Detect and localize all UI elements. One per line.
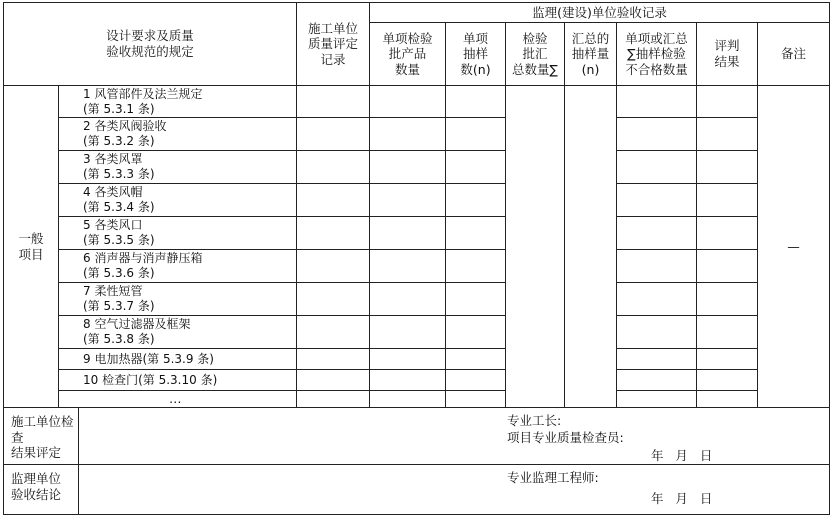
item-row-ellipsis [59, 391, 297, 408]
design-req-line1: 设计要求及质量 [106, 28, 194, 44]
item-6-clause: (第 5.3.6 条) [83, 266, 155, 280]
col-nonconforming-l2: ∑抽样检验 [627, 46, 686, 62]
cell-batch-qty-1[interactable] [370, 86, 446, 118]
cell-nonconforming-7[interactable] [617, 283, 697, 316]
cell-contractor-8[interactable] [297, 316, 370, 349]
cell-nonconforming-3[interactable] [617, 151, 697, 184]
item-6-title: 6 消声器与消声静压箱 [83, 251, 203, 265]
col-batch-quantity-l1: 单项检验 [382, 30, 433, 46]
item-row-5 [59, 217, 297, 250]
cell-contractor-11[interactable] [297, 391, 370, 408]
cell-batch-qty-10[interactable] [370, 370, 446, 391]
col-sample-count-l3: 数(n) [460, 61, 491, 77]
cell-nonconforming-9[interactable] [617, 349, 697, 370]
item-4-clause: (第 5.3.4 条) [83, 200, 155, 214]
col-batch-quantity-header [370, 23, 446, 86]
cell-nonconforming-10[interactable] [617, 370, 697, 391]
contractor-check-l2: 结果评定 [11, 445, 62, 461]
cell-sample-4[interactable] [446, 184, 506, 217]
col-batch-total-l3: 总数量∑ [512, 61, 558, 77]
cell-nonconforming-2[interactable] [617, 118, 697, 151]
design-requirement-header [4, 3, 297, 86]
cell-result-9[interactable] [697, 349, 758, 370]
cell-batch-qty-5[interactable] [370, 217, 446, 250]
inspection-form-table [3, 2, 830, 515]
general-items-l1: 一般 [18, 230, 44, 246]
item-2-title: 2 各类风阀验收 [83, 119, 167, 133]
cell-remarks [758, 86, 830, 408]
item-7-clause: (第 5.3.7 条) [83, 299, 155, 313]
item-row-7 [59, 283, 297, 316]
item-2-clause: (第 5.3.2 条) [83, 134, 155, 148]
cell-result-5[interactable] [697, 217, 758, 250]
contractor-record-line3: 记录 [320, 51, 346, 67]
col-nonconforming-l3: 不合格数量 [625, 61, 688, 77]
supervision-conclusion-label [4, 465, 79, 515]
cell-sample-8[interactable] [446, 316, 506, 349]
item-10-title: 10 检查门(第 5.3.10 条) [83, 372, 218, 387]
col-batch-total-l2: 批汇 [522, 46, 548, 62]
item-9-title: 9 电加热器(第 5.3.9 条) [83, 351, 214, 366]
cell-contractor-2[interactable] [297, 118, 370, 151]
cell-sample-6[interactable] [446, 250, 506, 283]
cell-result-2[interactable] [697, 118, 758, 151]
cell-result-1[interactable] [697, 86, 758, 118]
item-row-4 [59, 184, 297, 217]
cell-nonconforming-11[interactable] [617, 391, 697, 408]
contractor-record-header [297, 3, 370, 86]
cell-result-7[interactable] [697, 283, 758, 316]
cell-sample-11[interactable] [446, 391, 506, 408]
cell-sample-1[interactable] [446, 86, 506, 118]
item-1-title: 1 风管部件及法兰规定 [83, 86, 203, 101]
col-nonconforming-l1: 单项或汇总 [625, 30, 688, 46]
supervision-conclusion-body[interactable] [79, 465, 830, 515]
cell-contractor-6[interactable] [297, 250, 370, 283]
item-5-clause: (第 5.3.5 条) [83, 233, 155, 247]
item-5-title: 5 各类风口 [83, 218, 143, 232]
general-items-label [4, 86, 59, 408]
cell-result-10[interactable] [697, 370, 758, 391]
ellipsis-text: … [169, 391, 182, 407]
cell-batch-qty-11[interactable] [370, 391, 446, 408]
cell-contractor-9[interactable] [297, 349, 370, 370]
cell-nonconforming-5[interactable] [617, 217, 697, 250]
cell-result-3[interactable] [697, 151, 758, 184]
item-7-title: 7 柔性短管 [83, 284, 143, 298]
item-8-clause: (第 5.3.8 条) [83, 332, 155, 346]
foreman-label: 专业工长: [507, 413, 562, 428]
item-row-6 [59, 250, 297, 283]
col-remarks-header: 备注 [758, 23, 830, 86]
cell-result-11[interactable] [697, 391, 758, 408]
col-sample-count-l1: 单项 [463, 30, 489, 46]
col-sample-count-l2: 抽样 [463, 46, 489, 62]
cell-sample-5[interactable] [446, 217, 506, 250]
cell-contractor-3[interactable] [297, 151, 370, 184]
supervision-record-header: 监理(建设)单位验收记录 [370, 3, 830, 23]
cell-result-4[interactable] [697, 184, 758, 217]
item-3-clause: (第 5.3.3 条) [83, 167, 155, 181]
col-total-sample-header [565, 23, 617, 86]
col-result-header [697, 23, 758, 86]
cell-nonconforming-8[interactable] [617, 316, 697, 349]
contractor-date-label: 年 月 日 [651, 448, 713, 463]
cell-batch-qty-6[interactable] [370, 250, 446, 283]
col-result-l2: 结果 [714, 54, 740, 69]
cell-sample-7[interactable] [446, 283, 506, 316]
col-sample-count-header [446, 23, 506, 86]
cell-sample-10[interactable] [446, 370, 506, 391]
cell-sample-3[interactable] [446, 151, 506, 184]
remarks-dash: — [787, 238, 800, 254]
item-8-title: 8 空气过滤器及框架 [83, 317, 191, 331]
cell-batch-qty-9[interactable] [370, 349, 446, 370]
supervising-engineer-label: 专业监理工程师: [507, 470, 599, 485]
item-4-title: 4 各类风帽 [83, 185, 143, 199]
item-row-3 [59, 151, 297, 184]
cell-batch-qty-3[interactable] [370, 151, 446, 184]
supervision-conclusion-l2: 验收结论 [11, 486, 62, 502]
col-total-sample-l2: 抽样量 [571, 46, 610, 62]
col-nonconforming-header [617, 23, 697, 86]
col-batch-quantity-l2: 批产品 [388, 46, 427, 62]
col-result-l1: 评判 [714, 38, 740, 54]
cell-contractor-1[interactable] [297, 86, 370, 118]
cell-batch-qty-2[interactable] [370, 118, 446, 151]
contractor-record-line2: 质量评定 [308, 36, 359, 52]
item-row-9 [59, 349, 297, 370]
supervision-conclusion-l1: 监理单位 [11, 471, 62, 486]
col-total-sample-l1: 汇总的 [571, 30, 610, 46]
cell-sample-2[interactable] [446, 118, 506, 151]
item-row-8 [59, 316, 297, 349]
col-batch-total-header [506, 23, 565, 86]
col-total-sample-l3: (n) [581, 61, 600, 77]
item-row-2 [59, 118, 297, 151]
contractor-record-line1: 施工单位 [308, 20, 359, 36]
cell-result-6[interactable] [697, 250, 758, 283]
item-1-clause: (第 5.3.1 条) [83, 101, 155, 116]
cell-contractor-5[interactable] [297, 217, 370, 250]
contractor-check-label [4, 408, 79, 465]
quality-inspector-label: 项目专业质量检查员: [507, 430, 624, 445]
cell-result-8[interactable] [697, 316, 758, 349]
general-items-l2: 项目 [18, 246, 44, 262]
cell-contractor-10[interactable] [297, 370, 370, 391]
cell-sample-9[interactable] [446, 349, 506, 370]
cell-nonconforming-1[interactable] [617, 86, 697, 118]
contractor-check-l1: 施工单位检查 [11, 414, 74, 445]
cell-nonconforming-4[interactable] [617, 184, 697, 217]
item-row-1 [59, 86, 297, 118]
col-batch-total-l1: 检验 [522, 30, 548, 46]
item-3-title: 3 各类风罩 [83, 152, 143, 166]
cell-batch-qty-4[interactable] [370, 184, 446, 217]
cell-contractor-4[interactable] [297, 184, 370, 217]
cell-contractor-7[interactable] [297, 283, 370, 316]
col-batch-quantity-l3: 数量 [395, 61, 421, 77]
supervision-date-label: 年 月 日 [651, 491, 713, 506]
item-row-10 [59, 370, 297, 391]
cell-total-sample[interactable] [565, 86, 617, 408]
cell-batch-total[interactable] [506, 86, 565, 408]
cell-batch-qty-7[interactable] [370, 283, 446, 316]
cell-batch-qty-8[interactable] [370, 316, 446, 349]
cell-nonconforming-6[interactable] [617, 250, 697, 283]
contractor-check-body[interactable] [79, 408, 830, 465]
design-req-line2: 验收规范的规定 [106, 44, 194, 59]
